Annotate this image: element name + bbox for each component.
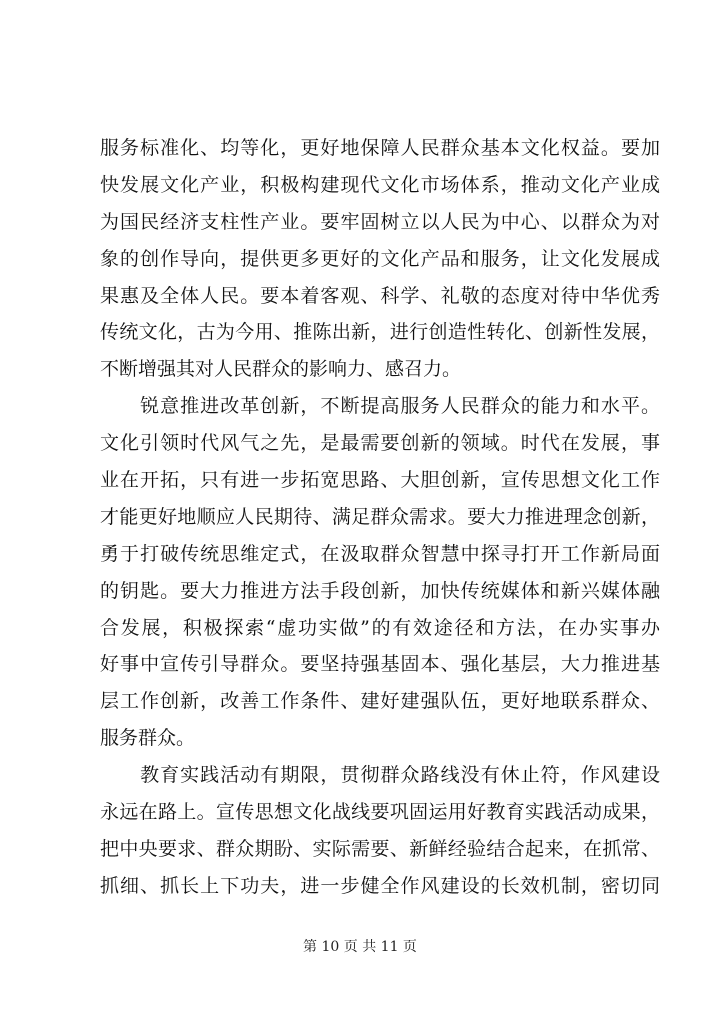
text-line: 服务标准化、均等化，更好地保障人民群众基本文化权益。要加	[100, 137, 660, 159]
text-line: 教育实践活动有期限，贯彻群众路线没有休止符，作风建设	[100, 764, 660, 787]
text-line: 锐意推进改革创新，不断提高服务人民群众的能力和水平。	[100, 395, 660, 418]
text-line: 果惠及全体人民。要本着客观、科学、礼敬的态度对待中华优秀	[100, 284, 660, 307]
text-line: 不断增强其对人民群众的影响力、感召力。	[100, 358, 462, 381]
text-line: 象的创作导向，提供更多更好的文化产品和服务，让文化发展成	[100, 247, 660, 270]
text-line: 服务群众。	[100, 727, 196, 750]
text-line: 把中央要求、群众期盼、实际需要、新鲜经验结合起来，在抓常、	[100, 837, 660, 860]
text-line: 永远在路上。宣传思想文化战线要巩固运用好教育实践活动成果，	[100, 801, 660, 824]
text-line: 好事中宣传引导群众。要坚持强基固本、强化基层，大力推进基	[100, 653, 660, 676]
text-line: 合发展，积极探索“虚功实做”的有效途径和方法，在办实事办	[100, 616, 660, 639]
text-line: 业在开拓，只有进一步拓宽思路、大胆创新，宣传思想文化工作	[100, 469, 660, 492]
page-footer: 第 10 页 共 11 页	[303, 939, 417, 955]
text-line: 为国民经济支柱性产业。要牢固树立以人民为中心、以群众为对	[100, 210, 660, 233]
text-line: 文化引领时代风气之先，是最需要创新的领域。时代在发展，事	[100, 432, 660, 455]
text-line: 传统文化，古为今用、推陈出新，进行创造性转化、创新性发展，	[100, 321, 660, 344]
text-line: 的钥匙。要大力推进方法手段创新，加快传统媒体和新兴媒体融	[100, 579, 660, 602]
text-line: 勇于打破传统思维定式，在汲取群众智慧中探寻打开工作新局面	[100, 542, 660, 565]
body-text	[100, 130, 660, 905]
text-line: 快发展文化产业，积极构建现代文化市场体系，推动文化产业成	[100, 173, 660, 196]
text-line: 才能更好地顺应人民期待、满足群众需求。要大力推进理念创新，	[100, 505, 660, 528]
text-line: 抓细、抓长上下功夫，进一步健全作风建设的长效机制，密切同	[100, 874, 660, 897]
text-line: 层工作创新，改善工作条件、建好建强队伍，更好地联系群众、	[100, 690, 660, 713]
